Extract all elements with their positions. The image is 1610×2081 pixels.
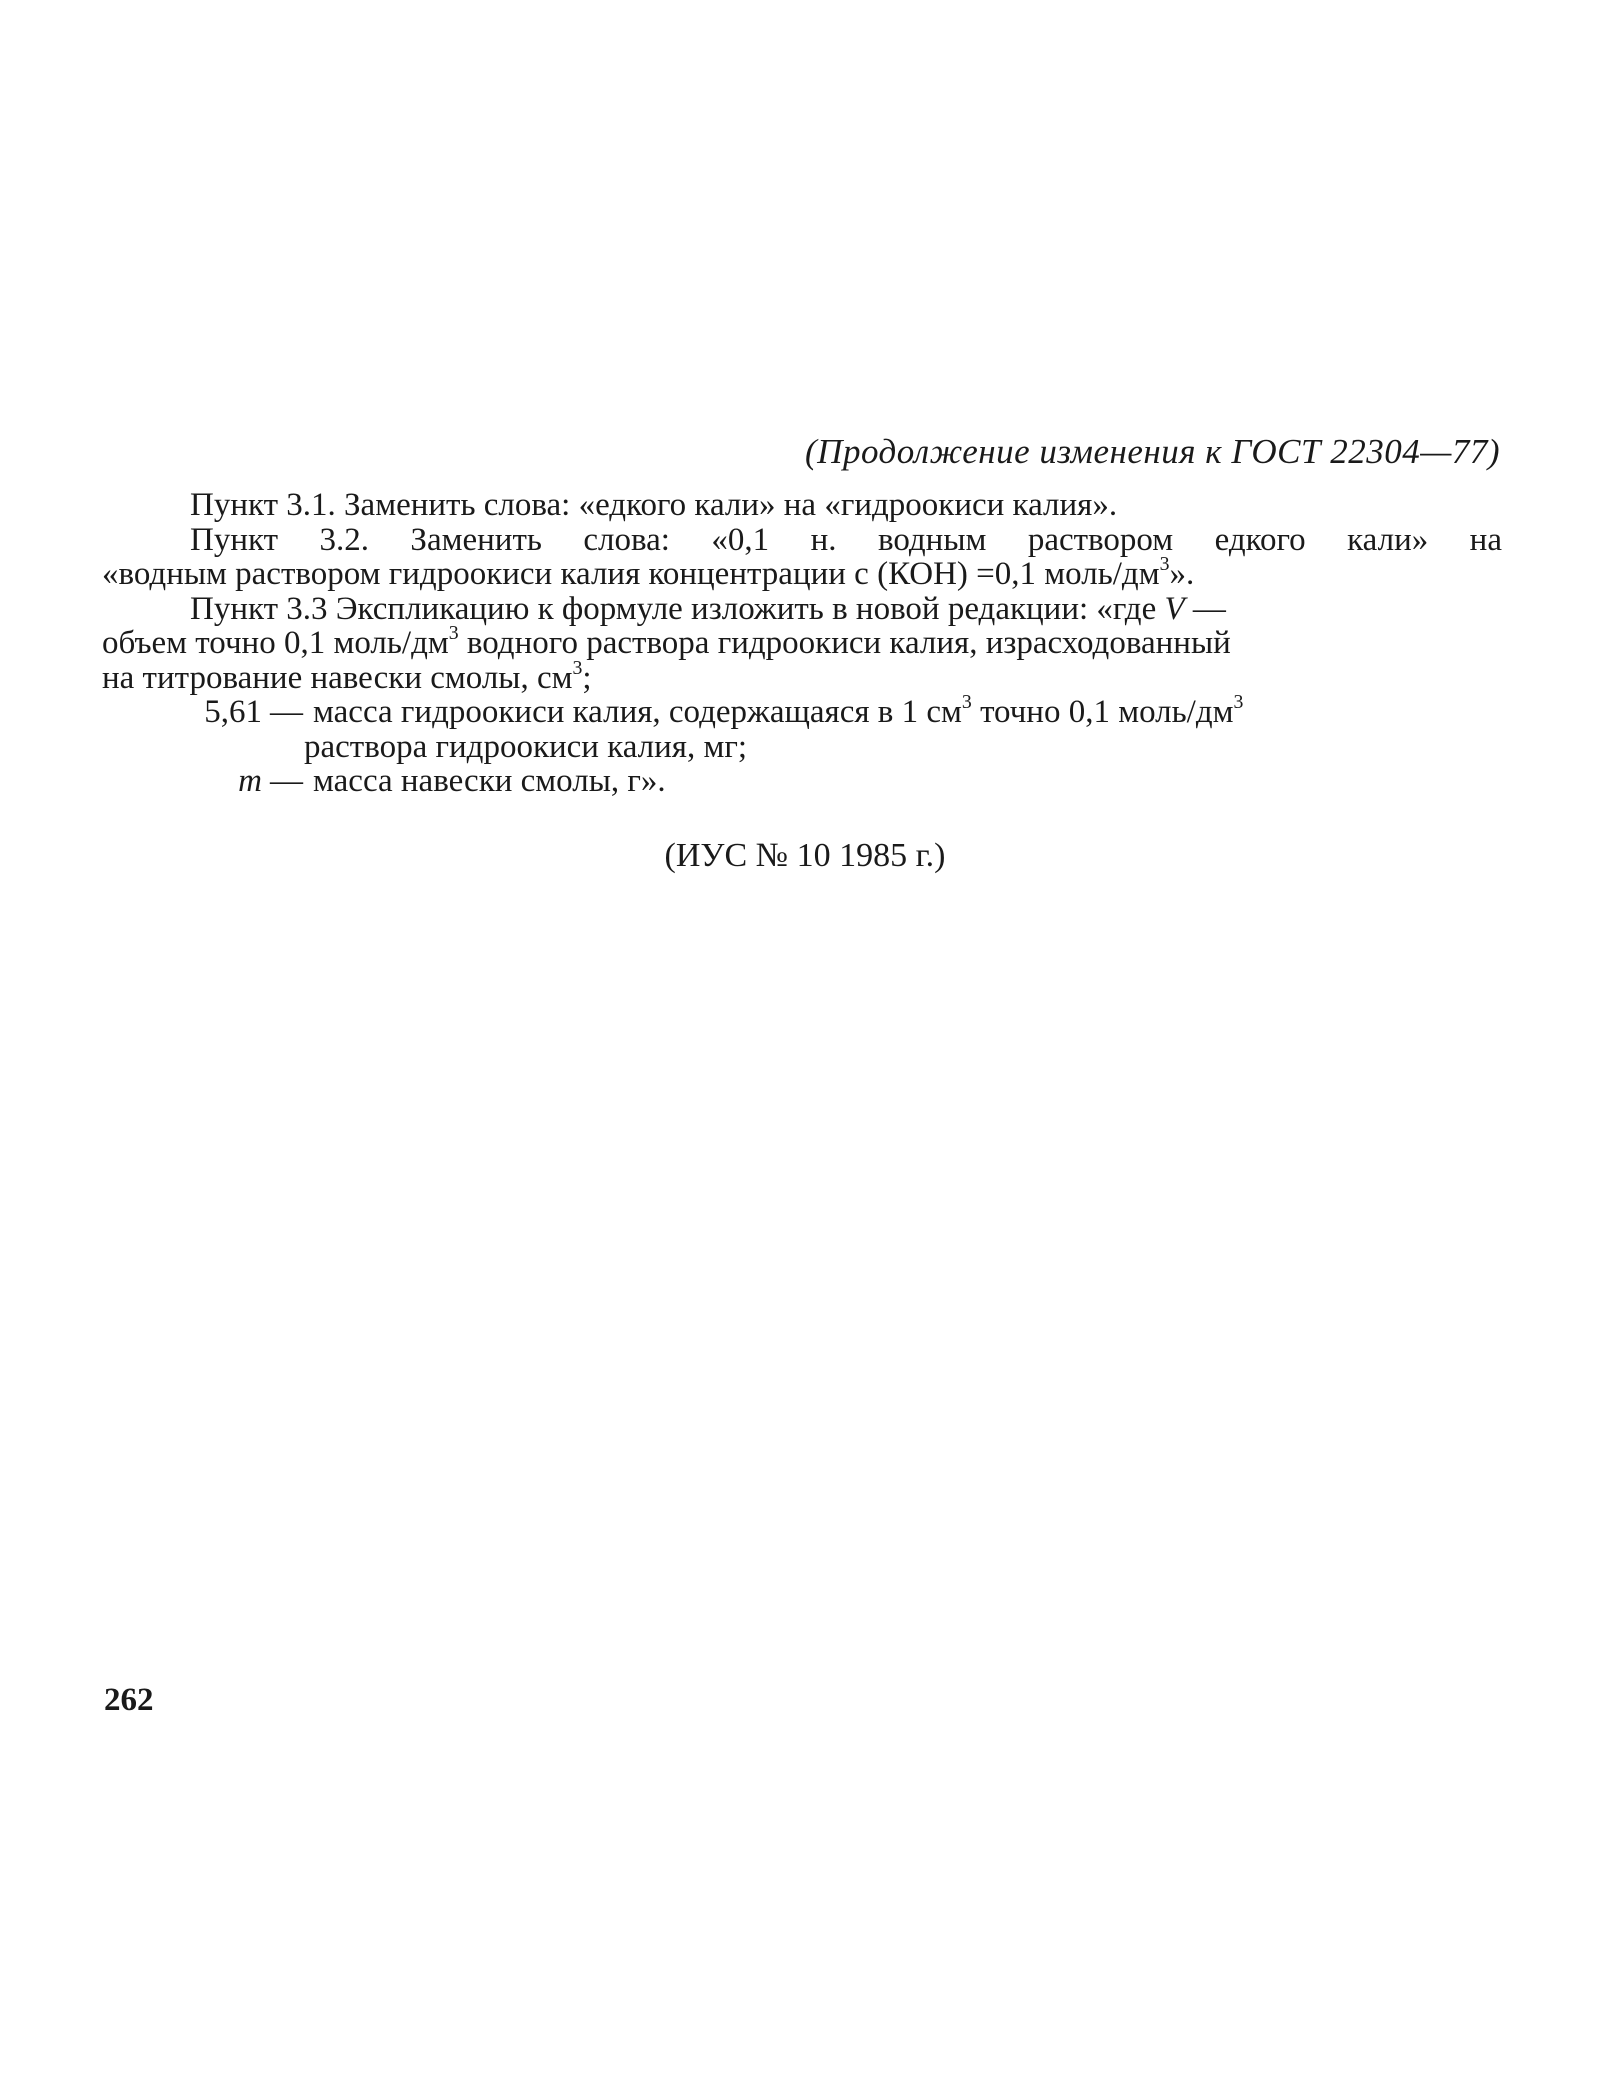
superscript: 3 xyxy=(1233,691,1244,714)
source-reference: (ИУС № 10 1985 г.) xyxy=(664,837,946,874)
legend-entry-m-line xyxy=(102,764,1502,799)
legend-entry-m xyxy=(102,764,1502,799)
continuation-header: (Продолжение изменения к ГОСТ 22304—77) xyxy=(805,432,1500,471)
legend-text: масса навески смолы, г». xyxy=(313,763,666,799)
legend-text-b: точно 0,1 моль/дм xyxy=(971,694,1234,730)
semicolon: ; xyxy=(582,659,592,696)
superscript: 3 xyxy=(448,622,459,645)
legend-entry-5-61-line-1 xyxy=(102,691,1502,730)
item-3-1-text: Пункт 3.1. Заменить слова: «едкого кали» на «гидроокиси калия». xyxy=(190,487,1118,523)
item-3-3-line-3-text: на титрование навески смолы, см xyxy=(102,659,573,696)
dash-text: — xyxy=(1184,590,1226,627)
item-3-3-line-1 xyxy=(102,592,1502,627)
superscript: 3 xyxy=(1159,553,1170,576)
superscript: 3 xyxy=(961,691,972,714)
superscript: 3 xyxy=(572,656,583,679)
amendment-text xyxy=(102,488,1502,799)
item-3-1 xyxy=(102,488,1502,523)
item-3-3 xyxy=(102,592,1502,696)
item-3-3-line-1-text: Пункт 3.3 Экспликацию к формуле изложить в новой редакции: «где xyxy=(190,590,1165,627)
page-number: 262 xyxy=(104,1682,154,1718)
legend-symbol: 5,61 xyxy=(204,694,262,730)
item-3-3-line-2-text-a: объем точно 0,1 моль/дм xyxy=(102,625,449,661)
closing-quote: ». xyxy=(1169,556,1195,592)
legend-entry-5-61-line-2: раствора гидроокиси калия, мг; xyxy=(304,728,748,765)
item-3-2-line-2 xyxy=(102,553,1502,592)
legend-dash: — xyxy=(270,763,303,799)
legend-text-a: масса гидроокиси калия, содержащаяся в 1 см xyxy=(313,694,962,730)
item-3-3-line-2 xyxy=(102,622,1502,661)
legend-entry-5-61 xyxy=(102,691,1502,765)
item-3-3-line-2-text-b: водного раствора гидроокиси калия, израсходованный xyxy=(458,625,1231,661)
legend-dash: — xyxy=(270,694,303,730)
item-3-2 xyxy=(102,523,1502,592)
item-3-2-line-2-text: «водным раствором гидроокиси калия концентрации с (КОН) =0,1 моль/дм xyxy=(102,556,1160,592)
variable-v: V xyxy=(1164,590,1185,627)
legend-symbol: m xyxy=(238,763,262,799)
item-3-3-line-3 xyxy=(102,656,1502,696)
item-3-2-line-1: Пункт 3.2. Заменить слова: «0,1 н. водным раствором едкого кали» на xyxy=(190,521,1502,558)
